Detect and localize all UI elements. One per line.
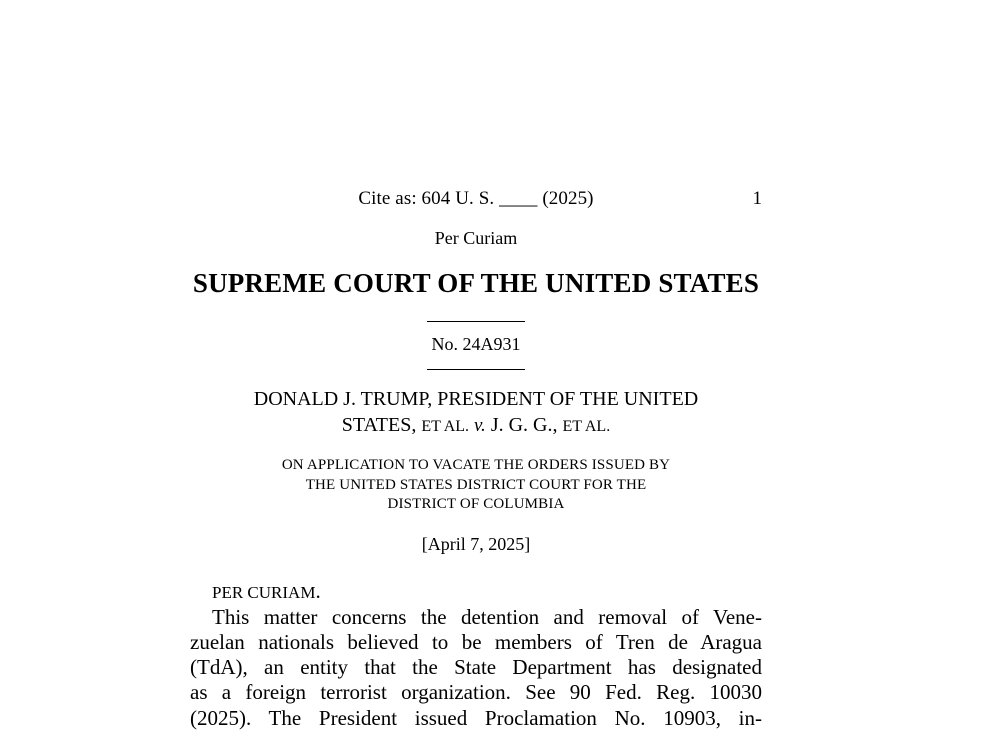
decision-date: [April 7, 2025] <box>421 533 531 554</box>
opinion-line: zuelan nationals believed to be members of Tren de Aragua <box>190 629 762 654</box>
page-title: SUPREME COURT OF THE UNITED STATES <box>192 268 760 298</box>
running-header <box>190 188 762 212</box>
divider-rule-top <box>427 321 525 322</box>
divider-rule-bottom <box>427 369 525 370</box>
cite-as-line: Cite as: 604 U. S. ____ (2025) <box>358 188 594 209</box>
opinion-line: This matter concerns the detention and removal of Vene- <box>212 604 762 629</box>
caption-petitioner: STATES, <box>341 414 417 436</box>
opinion-line: (2025). The President issued Proclamation No. 10903, in- <box>190 705 762 730</box>
docket-number: No. 24A931 <box>431 334 521 354</box>
caption-respondent: J. G. G., <box>490 414 558 436</box>
case-caption <box>190 386 762 440</box>
procedural-posture <box>190 456 762 515</box>
running-title: Per Curiam <box>434 228 518 248</box>
byline-per-curiam: PER CURIAM <box>212 582 316 602</box>
opinion-line: as a foreign terrorist organization. See 90 Fed. Reg. 10030 <box>190 680 762 705</box>
posture-line-2: THE UNITED STATES DISTRICT COURT FOR THE <box>305 476 647 493</box>
posture-line-1: ON APPLICATION TO VACATE THE ORDERS ISSUED BY <box>281 457 671 473</box>
caption-line-1: DONALD J. TRUMP, PRESIDENT OF THE UNITED <box>253 388 699 410</box>
caption-et-al-second: ET AL. <box>562 418 611 435</box>
byline-period: . <box>315 578 321 603</box>
opinion-paragraph <box>190 605 762 731</box>
page-content <box>190 0 762 731</box>
opinion-line: (TdA), an entity that the State Department has designated <box>190 655 762 680</box>
posture-line-3: DISTRICT OF COLUMBIA <box>387 496 565 512</box>
caption-versus: v. <box>474 415 486 436</box>
page-number: 1 <box>752 188 762 209</box>
caption-et-al-first: ET AL. <box>421 418 470 435</box>
opinion-byline <box>190 579 762 605</box>
